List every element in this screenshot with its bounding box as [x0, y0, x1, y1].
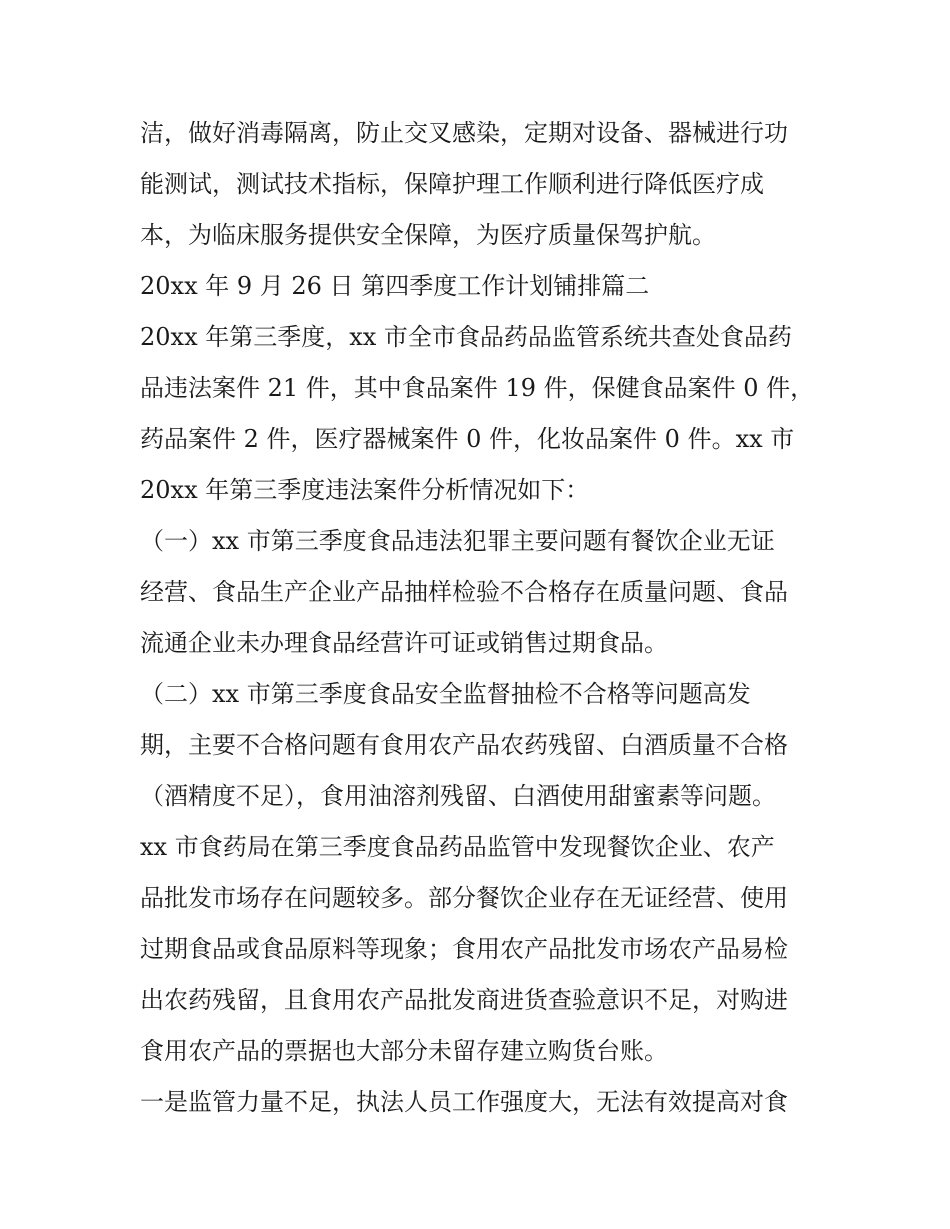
section-heading: 20xx 年 9 月 26 日 第四季度工作计划铺排篇二: [140, 272, 650, 300]
text-line: 过期食品或食品原料等现象；食用农产品批发市场农产品易检: [140, 935, 788, 963]
text-line: 品违法案件 21 件，其中食品案件 19 件，保健食品案件 0 件，: [140, 374, 815, 402]
text-line: 出农药残留，且食用农产品批发商进货查验意识不足，对购进: [140, 986, 788, 1014]
text-line: （二）xx 市第三季度食品安全监督抽检不合格等问题高发: [140, 680, 751, 708]
text-line: （酒精度不足），食用油溶剂残留、白酒使用甜蜜素等问题。: [140, 782, 776, 810]
text-line: 经营、食品生产企业产品抽样检验不合格存在质量问题、食品: [140, 578, 788, 606]
text-line: 期，主要不合格问题有食用农产品农药残留、白酒质量不合格: [140, 731, 788, 759]
text-line: 药品案件 2 件，医疗器械案件 0 件，化妆品案件 0 件。xx 市: [140, 425, 795, 453]
document-body: [140, 108, 820, 1128]
text-line: （一）xx 市第三季度食品违法犯罪主要问题有餐饮企业无证: [140, 527, 775, 555]
text-line: 本，为临床服务提供安全保障，为医疗质量保驾护航。: [140, 221, 716, 249]
text-line: 食用农产品的票据也大部分未留存建立购货台账。: [140, 1037, 668, 1065]
text-line: 20xx 年第三季度违法案件分析情况如下：: [140, 476, 590, 504]
text-line: 能测试，测试技术指标，保障护理工作顺利进行降低医疗成: [140, 170, 764, 198]
text-line: 洁，做好消毒隔离，防止交叉感染，定期对设备、器械进行功: [140, 119, 788, 147]
text-line: 一是监管力量不足，执法人员工作强度大，无法有效提高对食: [140, 1088, 788, 1116]
text-line: 品批发市场存在问题较多。部分餐饮企业存在无证经营、使用: [140, 884, 788, 912]
text-line: 20xx 年第三季度，xx 市全市食品药品监管系统共查处食品药: [140, 323, 792, 351]
text-line: xx 市食药局在第三季度食品药品监管中发现餐饮企业、农产: [140, 833, 775, 861]
text-line: 流通企业未办理食品经营许可证或销售过期食品。: [140, 629, 668, 657]
